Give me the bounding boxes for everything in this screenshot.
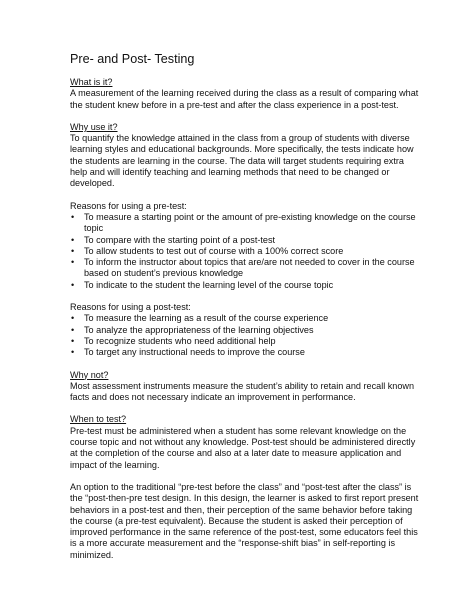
section-whynot — [70, 370, 420, 404]
bullet-icon: • — [71, 245, 75, 256]
list-item-text: To compare with the starting point of a post-test — [84, 234, 276, 245]
list-item — [70, 246, 420, 257]
what-body: A measurement of the learning received during the class as a result of comparing what the student knew before in a pre-test and after the class experience in a post-test. — [70, 88, 419, 110]
bullet-icon: • — [71, 324, 75, 335]
section-alternative — [70, 482, 420, 561]
list-item-text: To recognize students who need additional help — [84, 335, 276, 346]
section-what — [70, 77, 420, 111]
when-heading: When to test? — [70, 414, 127, 425]
bullet-icon: • — [71, 257, 75, 268]
section-posttest — [70, 302, 420, 358]
section-when — [70, 414, 420, 470]
whynot-heading: Why not? — [70, 369, 109, 380]
bullet-icon: • — [71, 211, 75, 222]
bullet-icon: • — [71, 279, 75, 290]
list-item — [70, 336, 420, 347]
posttest-list — [70, 313, 420, 358]
posttest-intro: Reasons for using a post-test: — [70, 302, 191, 313]
list-item-text: To analyze the appropriateness of the learning objectives — [84, 324, 314, 335]
list-item — [70, 325, 420, 336]
document-title: Pre- and Post- Testing — [70, 52, 195, 66]
bullet-icon: • — [71, 313, 75, 324]
list-item-text: To allow students to test out of course with a 100% correct score — [84, 245, 344, 256]
what-heading: What is it? — [70, 77, 113, 87]
why-heading: Why use it? — [70, 121, 118, 132]
list-item-text: To target any instructional needs to improve the course — [84, 347, 305, 358]
list-item-text: To measure the learning as a result of the course experience — [84, 313, 329, 324]
when-body: Pre-test must be administered when a student has some relevant knowledge on the course topic and not without any knowledge. Post-test should be administered directly at the completion of the course and also at a later date to measure application and impact of the learning. — [70, 425, 416, 470]
section-why — [70, 122, 420, 190]
list-item-text: To indicate to the student the learning level of the course topic — [84, 279, 334, 290]
alternative-body: An option to the traditional “pre-test before the class” and “post-test after the class” is the “post-then-pre test design. In this design, the learner is asked to first report present behaviors in a post-test and then, their perception of the same behavior before taking the course (a pre-test equivalent). Because the student is asked their perception of improved performance in the same reference of the post-test, some educators feel this is a more accurate measurement and the “response-shift bias” in self-reporting is minimized. — [70, 481, 419, 560]
pretest-list — [70, 212, 420, 291]
list-item-text: To inform the instructor about topics that are/are not needed to cover in the course based on student’s previous knowledge — [84, 257, 415, 279]
list-item — [70, 347, 420, 358]
document-page — [70, 52, 420, 572]
list-item — [70, 212, 420, 235]
bullet-icon: • — [71, 347, 75, 358]
list-item-text: To measure a starting point or the amount of pre-existing knowledge on the course topic — [84, 211, 416, 234]
list-item — [70, 280, 420, 291]
list-item — [70, 257, 420, 280]
section-pretest — [70, 201, 420, 291]
bullet-icon: • — [71, 234, 75, 245]
whynot-body: Most assessment instruments measure the student’s ability to retain and recall known facts and does not necessary indicate an improvement in performance. — [70, 380, 415, 403]
pretest-intro: Reasons for using a pre-test: — [70, 200, 187, 211]
list-item — [70, 313, 420, 324]
bullet-icon: • — [71, 335, 75, 346]
list-item — [70, 235, 420, 246]
why-body: To quantify the knowledge attained in the class from a group of students with diverse learning styles and educational backgrounds. More specifically, the tests indicate how the students are learning in the course. The data will target students requiring extra help and will identify teaching and learning methods that need to be changed or developed. — [70, 133, 414, 189]
